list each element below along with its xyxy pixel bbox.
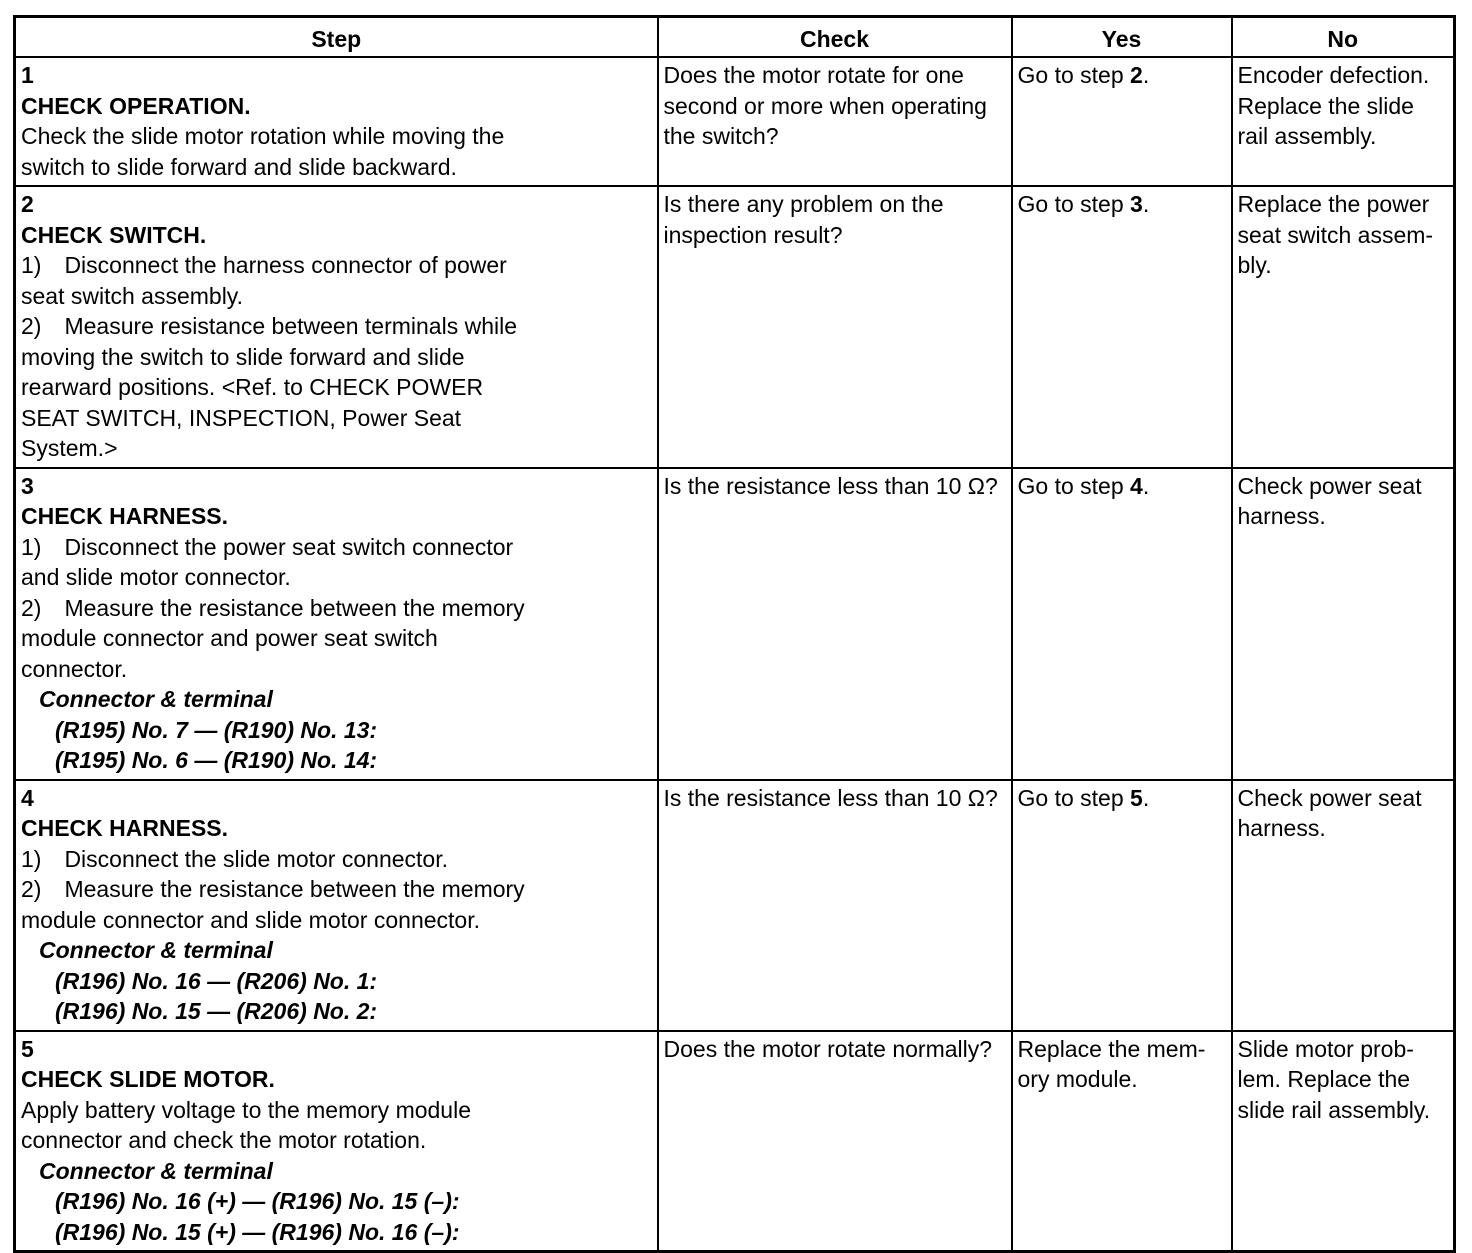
no-cell — [1232, 780, 1455, 1031]
header-row — [15, 17, 1455, 58]
step-instruction: 1) Disconnect the power seat switch connector and slide motor connector. — [21, 533, 514, 590]
step-instruction: Check the slide motor rotation while moving the switch to slide forward and slide backward. — [21, 123, 505, 180]
check-question: Is the resistance less than 10 Ω? — [663, 472, 998, 499]
no-cell — [1232, 468, 1455, 780]
yes-suffix: . — [1142, 191, 1150, 217]
connector-terminal: (R196) No. 15 — (R206) No. 2: — [55, 998, 378, 1024]
table-row — [15, 780, 1455, 1031]
yes-text: Go to step — [1017, 784, 1131, 811]
yes-text: Go to step — [1017, 472, 1131, 499]
step-title: CHECK SWITCH. — [21, 221, 207, 248]
step-body — [21, 91, 536, 183]
step-cell — [15, 57, 658, 186]
step-number: 2 — [21, 191, 34, 217]
connector-terminal: (R196) No. 15 (+) — (R196) No. 16 (–): — [55, 1218, 460, 1245]
step-body — [21, 1064, 536, 1247]
no-cell — [1232, 186, 1455, 468]
table-row — [15, 57, 1455, 186]
yes-suffix: . — [1142, 472, 1150, 499]
connector-terminal: (R195) No. 6 — (R190) No. 14: — [55, 747, 378, 773]
step-instruction: 2) Measure the resistance between the memory module connector and slide motor connector. — [21, 876, 525, 933]
step-title: CHECK OPERATION. — [21, 92, 251, 119]
step-number: 5 — [21, 1035, 34, 1062]
table-row — [15, 468, 1455, 780]
step-instruction: 1) Disconnect the slide motor connector. — [21, 845, 448, 872]
step-title: CHECK SLIDE MOTOR. — [21, 1066, 275, 1092]
step-instruction: 1) Disconnect the harness connector of power seat switch assembly. — [21, 252, 507, 309]
diagnostic-table — [13, 15, 1456, 1253]
header-step: Step — [15, 17, 658, 58]
step-cell — [15, 468, 658, 780]
header-no: No — [1232, 17, 1455, 58]
step-number: 1 — [21, 62, 34, 88]
yes-cell — [1012, 780, 1232, 1031]
yes-text: Go to step — [1017, 62, 1131, 88]
yes-text: Replace the memory module. — [1017, 1035, 1206, 1092]
step-instruction: Apply battery voltage to the memory module connector and check the motor rotation. — [21, 1096, 472, 1153]
yes-suffix: . — [1142, 784, 1150, 811]
yes-text: Go to step — [1017, 191, 1131, 217]
table-row — [15, 186, 1455, 468]
connector-label: Connector & terminal — [39, 686, 273, 712]
check-question: Does the motor rotate for one second or more when operating the switch? — [663, 62, 987, 149]
header-yes: Yes — [1012, 17, 1232, 58]
no-action: Encoder defection. Replace the slide rail assembly. — [1237, 62, 1430, 149]
header-check: Check — [658, 17, 1012, 58]
check-cell — [658, 468, 1012, 780]
yes-cell — [1012, 57, 1232, 186]
no-cell — [1232, 57, 1455, 186]
check-cell — [658, 186, 1012, 468]
step-cell — [15, 186, 658, 468]
step-title: CHECK HARNESS. — [21, 503, 229, 529]
connector-terminal: (R195) No. 7 — (R190) No. 13: — [55, 716, 378, 743]
step-body — [21, 813, 536, 1027]
check-question: Does the motor rotate normally? — [663, 1035, 993, 1062]
yes-step-number: 2 — [1130, 62, 1143, 88]
step-instruction: 2) Measure resistance between terminals while moving the switch to slide forward and slide rearward positions. <Ref. to CHECK POWER SEAT SWITCH, INSPECTION, Power Seat System.> — [21, 313, 517, 461]
step-number: 3 — [21, 472, 34, 499]
yes-cell — [1012, 468, 1232, 780]
yes-step-number: 4 — [1130, 472, 1143, 499]
no-action: Slide motor problem. Replace the slide rail assembly. — [1237, 1035, 1431, 1123]
yes-step-number: 3 — [1130, 191, 1143, 217]
check-cell — [658, 57, 1012, 186]
check-question: Is the resistance less than 10 Ω? — [663, 784, 998, 811]
no-action: Check power seat harness. — [1237, 784, 1422, 841]
step-instruction: 2) Measure the resistance between the memory module connector and power seat switch connector. — [21, 594, 525, 682]
table-row — [15, 1031, 1455, 1252]
no-action: Check power seat harness. — [1237, 472, 1422, 529]
step-title: CHECK HARNESS. — [21, 815, 229, 841]
connector-terminal: (R196) No. 16 — (R206) No. 1: — [55, 967, 378, 994]
check-cell — [658, 780, 1012, 1031]
yes-cell — [1012, 1031, 1232, 1252]
no-action: Replace the power seat switch assembly. — [1237, 191, 1434, 278]
no-cell — [1232, 1031, 1455, 1252]
yes-suffix: . — [1142, 62, 1150, 88]
check-question: Is there any problem on the inspection result? — [663, 191, 944, 248]
step-cell — [15, 780, 658, 1031]
step-number: 4 — [21, 784, 34, 811]
step-cell — [15, 1031, 658, 1252]
yes-cell — [1012, 186, 1232, 468]
connector-terminal: (R196) No. 16 (+) — (R196) No. 15 (–): — [55, 1188, 460, 1214]
connector-label: Connector & terminal — [39, 937, 273, 963]
step-body — [21, 220, 536, 464]
connector-label: Connector & terminal — [39, 1157, 273, 1184]
yes-step-number: 5 — [1130, 784, 1143, 811]
step-body — [21, 501, 536, 776]
check-cell — [658, 1031, 1012, 1252]
